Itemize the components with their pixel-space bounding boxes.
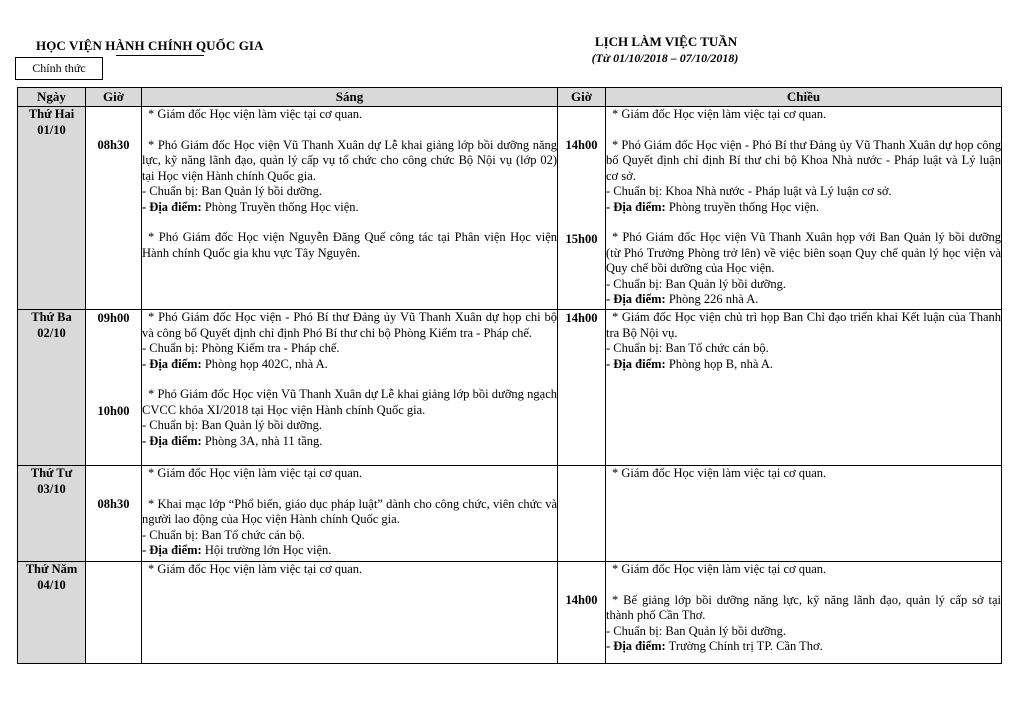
morning-cell — [142, 466, 558, 562]
schedule-table — [17, 87, 1002, 664]
day-date: 03/10 — [37, 481, 66, 496]
table-header-row — [18, 88, 1002, 107]
org-title-underline — [116, 55, 204, 56]
morning-time-cell — [86, 466, 142, 562]
table-row — [18, 107, 1002, 310]
day-date: 01/10 — [37, 122, 66, 137]
event-prep: - Chuẩn bị: Phòng Kiểm tra - Pháp chế. — [142, 341, 340, 355]
event-text: * Phó Giám đốc Học viện Nguyễn Đăng Quế công tác tại Phân viện Học viện Hành chính Quốc gia khu vực Tây Nguyên. — [142, 230, 557, 260]
table-row — [18, 310, 1002, 466]
event-text: * Giám đốc Học viện làm việc tại cơ quan. — [148, 466, 363, 480]
column-header-day: Ngày — [18, 88, 86, 107]
status-badge: Chính thức — [15, 57, 103, 80]
time-label: 14h00 — [565, 138, 598, 152]
event-text: * Giám đốc Học viện làm việc tại cơ quan. — [148, 562, 363, 576]
event-location: - Địa điểm: Phòng Truyền thống Học viện. — [142, 199, 359, 214]
event-text: * Phó Giám đốc Học viện - Phó Bí thư Đảng ủy Vũ Thanh Xuân dự họp chi bộ và công bố Quyết định chỉ định Phó Bí thư chi bộ Phòng Kiểm tra - Pháp chế. — [142, 310, 557, 340]
event-location: - Địa điểm: Phòng 3A, nhà 11 tầng. — [142, 433, 323, 448]
event-prep: - Chuẩn bị: Ban Quản lý bồi dưỡng. — [142, 184, 323, 198]
event-text: * Giám đốc Học viện làm việc tại cơ quan. — [612, 562, 827, 576]
afternoon-cell — [606, 310, 1002, 466]
event-text: * Khai mạc lớp “Phổ biến, giáo dục pháp luật” dành cho công chức, viên chức và người lao động của Học viện Hành chính Quốc gia. — [142, 496, 557, 526]
afternoon-time-cell — [558, 466, 606, 562]
event-location: - Địa điểm: Trường Chính trị TP. Cần Thơ. — [606, 639, 823, 653]
day-name: Thứ Năm — [25, 562, 78, 576]
day-cell — [18, 107, 86, 310]
event-prep: - Chuẩn bị: Ban Quản lý bồi dưỡng. — [606, 276, 787, 291]
day-date: 02/10 — [37, 325, 66, 340]
morning-time-cell — [86, 310, 142, 466]
afternoon-cell — [606, 107, 1002, 310]
event-text: * Giám đốc Học viện làm việc tại cơ quan. — [612, 466, 827, 480]
column-header-afternoon: Chiều — [606, 88, 1002, 107]
event-prep: - Chuẩn bị: Ban Tổ chức cán bộ. — [606, 341, 769, 355]
time-label: 10h00 — [97, 404, 130, 418]
event-text: * Phó Giám đốc Học viện Vũ Thanh Xuân họp với Ban Quản lý bồi dưỡng (từ Phó Trưởng Phòng trở lên) về việc biên soạn Quy chế quản lý học viện và Quy chế bồi dưỡng của Học viện. — [606, 230, 1001, 275]
schedule-title: LỊCH LÀM VIỆC TUẦN — [594, 34, 738, 49]
day-date: 04/10 — [37, 577, 66, 592]
time-label: 14h00 — [565, 311, 598, 325]
table-row — [18, 562, 1002, 664]
event-location: - Địa điểm: Phòng 226 nhà A. — [606, 292, 759, 306]
time-label: 15h00 — [565, 232, 598, 246]
morning-cell — [142, 562, 558, 664]
time-label: 14h00 — [565, 593, 598, 607]
morning-time-cell — [86, 107, 142, 310]
afternoon-time-cell — [558, 562, 606, 664]
table-row — [18, 466, 1002, 562]
event-location: - Địa điểm: Phòng họp B, nhà A. — [606, 356, 774, 371]
day-cell — [18, 466, 86, 562]
time-label: 08h30 — [97, 138, 130, 152]
morning-cell — [142, 310, 558, 466]
event-text: * Phó Giám đốc Học viện Vũ Thanh Xuân dự Lễ khai giảng lớp bồi dưỡng năng lực, kỹ năng lãnh đạo, quản lý cấp vụ tổ chức cho công chức Bộ Nội vụ (lớp 02) tại Học viện Hành chính Quốc gia. — [142, 137, 557, 183]
event-prep: - Chuẩn bị: Ban Tổ chức cán bộ. — [142, 527, 305, 542]
day-name: Thứ Tư — [30, 466, 73, 480]
event-text: * Giám đốc Học viện làm việc tại cơ quan. — [612, 107, 827, 121]
day-cell — [18, 562, 86, 664]
event-text: * Phó Giám đốc Học viện Vũ Thanh Xuân dự Lễ khai giảng lớp bồi dưỡng ngạch CVCC khóa XI/2018 tại Học viện Hành chính Quốc gia. — [142, 387, 557, 417]
event-prep: - Chuẩn bị: Khoa Nhà nước - Pháp luật và Lý luận cơ sở. — [606, 184, 892, 198]
morning-cell — [142, 107, 558, 310]
event-text: * Bế giảng lớp bồi dưỡng năng lực, kỹ năng lãnh đạo, quản lý cấp sở tại thành phố Cần Thơ. — [606, 592, 1001, 622]
time-label: 08h30 — [97, 497, 130, 511]
morning-time-cell — [86, 562, 142, 664]
event-prep: - Chuẩn bị: Ban Quản lý bồi dưỡng. — [142, 418, 323, 432]
afternoon-cell — [606, 562, 1002, 664]
column-header-morning: Sáng — [142, 88, 558, 107]
day-cell — [18, 310, 86, 466]
event-location: - Địa điểm: Phòng truyền thống Học viện. — [606, 199, 820, 214]
day-name: Thứ Ba — [31, 310, 72, 324]
event-text: * Phó Giám đốc Học viện - Phó Bí thư Đảng ủy Vũ Thanh Xuân dự họp công bố Quyết định chỉ định Bí thư chi bộ Khoa Nhà nước - Pháp luật và Lý luận cơ sở. — [606, 137, 1001, 183]
afternoon-time-cell — [558, 107, 606, 310]
column-header-morning-time: Giờ — [86, 88, 142, 107]
event-location: - Địa điểm: Phòng họp 402C, nhà A. — [142, 356, 328, 371]
event-prep: - Chuẩn bị: Ban Quản lý bồi dưỡng. — [606, 623, 787, 638]
event-text: * Giám đốc Học viện chủ trì họp Ban Chỉ đạo triển khai Kết luận của Thanh tra Bộ Nội vụ. — [606, 310, 1001, 340]
day-name: Thứ Hai — [28, 107, 75, 121]
schedule-date-range: (Từ 01/10/2018 – 07/10/2018) — [591, 51, 739, 65]
afternoon-time-cell — [558, 310, 606, 466]
event-text: * Giám đốc Học viện làm việc tại cơ quan. — [148, 107, 363, 121]
event-location: - Địa điểm: Hội trường lớn Học viện. — [142, 543, 332, 557]
org-title: HỌC VIỆN HÀNH CHÍNH QUỐC GIA — [36, 38, 264, 53]
column-header-afternoon-time: Giờ — [558, 88, 606, 107]
time-label: 09h00 — [97, 311, 130, 325]
afternoon-cell — [606, 466, 1002, 562]
